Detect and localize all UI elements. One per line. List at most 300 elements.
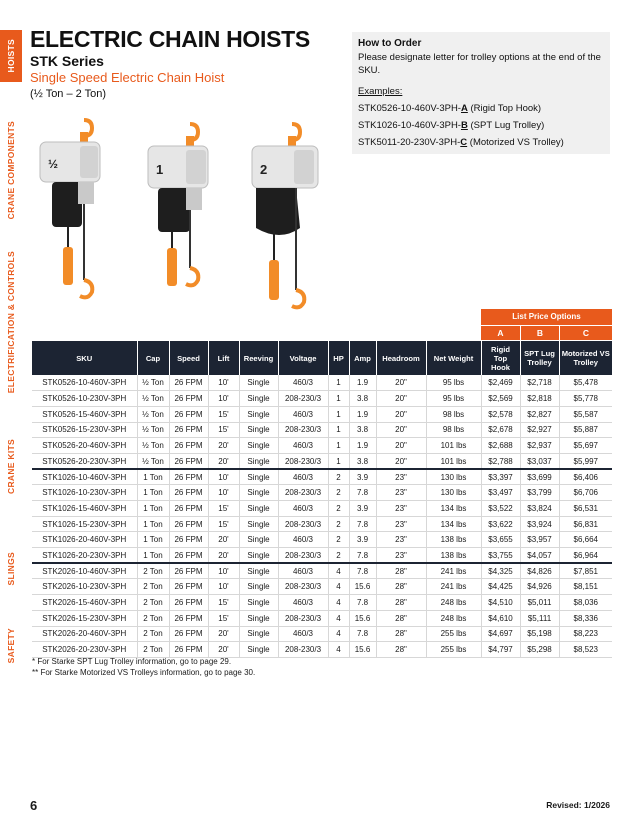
table-cell: 3.9: [349, 469, 376, 485]
list-price-options-header: List Price Options: [481, 309, 612, 325]
table-cell: 130 lbs: [426, 469, 481, 485]
table-cell: 15': [208, 595, 239, 611]
table-cell: STK0526-20-460V-3PH: [32, 438, 137, 454]
table-cell: 460/3: [278, 406, 328, 422]
table-cell: $3,655: [481, 532, 520, 548]
example-line: STK1026-10-460V-3PH-B (SPT Lug Trolley): [358, 120, 545, 131]
capacity-range: (½ Ton – 2 Ton): [30, 88, 107, 100]
table-cell: 26 FPM: [169, 469, 208, 485]
side-tab-safety[interactable]: [0, 625, 22, 667]
table-cell: $2,937: [520, 438, 559, 454]
table-cell: 1: [328, 453, 349, 469]
table-cell: 10': [208, 469, 239, 485]
table-cell: STK2026-10-460V-3PH: [32, 563, 137, 579]
table-cell: 10': [208, 563, 239, 579]
table-cell: $6,706: [559, 485, 612, 501]
table-cell: Single: [239, 610, 278, 626]
table-row: [32, 595, 612, 611]
column-header: Lift: [208, 341, 239, 375]
footnotes: [32, 656, 255, 678]
table-cell: 460/3: [278, 626, 328, 642]
table-row: [32, 391, 612, 407]
table-cell: 460/3: [278, 375, 328, 391]
table-cell: Single: [239, 642, 278, 658]
table-cell: $4,697: [481, 626, 520, 642]
table-cell: 95 lbs: [426, 375, 481, 391]
table-cell: 138 lbs: [426, 532, 481, 548]
table-cell: $4,797: [481, 642, 520, 658]
table-cell: $3,397: [481, 469, 520, 485]
table-cell: $3,957: [520, 532, 559, 548]
table-cell: STK2026-15-230V-3PH: [32, 610, 137, 626]
table-cell: 2 Ton: [137, 595, 169, 611]
table-cell: $6,664: [559, 532, 612, 548]
table-cell: 1: [328, 438, 349, 454]
table-cell: 20": [376, 375, 426, 391]
table-cell: 28": [376, 626, 426, 642]
table-cell: STK0526-15-230V-3PH: [32, 422, 137, 438]
table-cell: 15.6: [349, 579, 376, 595]
table-cell: 20": [376, 453, 426, 469]
table-cell: 95 lbs: [426, 391, 481, 407]
side-tab-crane-kits[interactable]: [0, 438, 22, 494]
table-cell: 460/3: [278, 438, 328, 454]
column-header: Rigid Top Hook: [481, 341, 520, 375]
table-cell: 98 lbs: [426, 406, 481, 422]
how-to-order-text: Please designate letter for trolley options at the end of the SKU.: [358, 52, 601, 76]
table-cell: 4: [328, 563, 349, 579]
table-cell: Single: [239, 453, 278, 469]
table-cell: 20": [376, 406, 426, 422]
table-cell: 15': [208, 501, 239, 517]
table-cell: 460/3: [278, 532, 328, 548]
table-cell: 26 FPM: [169, 626, 208, 642]
table-cell: $5,111: [520, 610, 559, 626]
table-cell: Single: [239, 438, 278, 454]
table-cell: 20': [208, 642, 239, 658]
svg-text:1: 1: [156, 162, 164, 177]
table-row: [32, 406, 612, 422]
table-cell: 255 lbs: [426, 642, 481, 658]
table-cell: 101 lbs: [426, 438, 481, 454]
table-cell: Single: [239, 422, 278, 438]
table-cell: 15': [208, 516, 239, 532]
column-header: Speed: [169, 341, 208, 375]
example-line: STK5011-20-230V-3PH-C (Motorized VS Trolley): [358, 137, 564, 148]
how-to-order-box: [352, 32, 610, 154]
table-cell: STK0526-20-230V-3PH: [32, 453, 137, 469]
table-cell: 4: [328, 610, 349, 626]
page-title: ELECTRIC CHAIN HOISTS: [30, 26, 310, 52]
how-to-order-title: How to Order: [358, 38, 422, 49]
table-cell: 4: [328, 595, 349, 611]
table-cell: ½ Ton: [137, 391, 169, 407]
table-cell: 98 lbs: [426, 422, 481, 438]
table-cell: $2,788: [481, 453, 520, 469]
side-tab-slings[interactable]: [0, 548, 22, 590]
table-cell: $5,697: [559, 438, 612, 454]
hoist-image-two-ton: [248, 120, 328, 320]
series-title: STK Series: [30, 53, 104, 69]
table-cell: $5,587: [559, 406, 612, 422]
table-cell: 23": [376, 469, 426, 485]
table-cell: STK1026-20-460V-3PH: [32, 532, 137, 548]
table-cell: 130 lbs: [426, 485, 481, 501]
column-header: Motorized VS Trolley: [559, 341, 612, 375]
table-cell: 3.9: [349, 501, 376, 517]
table-row: [32, 438, 612, 454]
table-cell: $4,826: [520, 563, 559, 579]
table-cell: 460/3: [278, 595, 328, 611]
table-cell: Single: [239, 469, 278, 485]
column-header: Headroom: [376, 341, 426, 375]
table-cell: 26 FPM: [169, 406, 208, 422]
table-row: [32, 469, 612, 485]
table-cell: 460/3: [278, 563, 328, 579]
table-cell: $4,325: [481, 563, 520, 579]
table-cell: 20': [208, 532, 239, 548]
table-cell: 208-230/3: [278, 579, 328, 595]
table-cell: 10': [208, 485, 239, 501]
table-cell: 7.8: [349, 485, 376, 501]
table-cell: 248 lbs: [426, 595, 481, 611]
table-cell: $3,622: [481, 516, 520, 532]
table-cell: $3,522: [481, 501, 520, 517]
table-cell: 15.6: [349, 642, 376, 658]
option-letter-c: C: [559, 326, 612, 340]
table-cell: 2 Ton: [137, 579, 169, 595]
table-cell: 208-230/3: [278, 485, 328, 501]
table-row: [32, 548, 612, 564]
table-header-row: [32, 341, 612, 375]
table-cell: 2 Ton: [137, 563, 169, 579]
table-cell: 23": [376, 548, 426, 564]
side-tab-label: CRANE KITS: [6, 438, 16, 494]
table-row: [32, 516, 612, 532]
table-cell: 23": [376, 501, 426, 517]
table-cell: 2: [328, 485, 349, 501]
table-cell: 23": [376, 516, 426, 532]
table-cell: 20": [376, 438, 426, 454]
option-letter-b: B: [520, 326, 559, 340]
table-cell: $2,678: [481, 422, 520, 438]
table-cell: 4: [328, 642, 349, 658]
table-cell: Single: [239, 485, 278, 501]
table-cell: 28": [376, 579, 426, 595]
table-cell: $4,057: [520, 548, 559, 564]
table-cell: 20": [376, 391, 426, 407]
table-cell: 3.9: [349, 532, 376, 548]
table-cell: 2 Ton: [137, 626, 169, 642]
table-cell: 208-230/3: [278, 422, 328, 438]
table-cell: $3,824: [520, 501, 559, 517]
table-cell: 26 FPM: [169, 501, 208, 517]
table-cell: $2,569: [481, 391, 520, 407]
table-cell: $3,755: [481, 548, 520, 564]
product-subtitle: Single Speed Electric Chain Hoist: [30, 70, 225, 85]
table-row: [32, 563, 612, 579]
table-cell: 1 Ton: [137, 548, 169, 564]
table-cell: 1 Ton: [137, 532, 169, 548]
table-cell: STK2026-20-230V-3PH: [32, 642, 137, 658]
table-cell: 4: [328, 626, 349, 642]
side-tab-label: ELECTRIFICATION & CONTROLS: [6, 251, 16, 394]
page-number: 6: [30, 798, 38, 813]
table-cell: 28": [376, 642, 426, 658]
examples-label: Examples:: [358, 86, 403, 97]
side-tab-crane-components[interactable]: [0, 115, 22, 225]
table-cell: 28": [376, 595, 426, 611]
table-cell: $8,523: [559, 642, 612, 658]
table-cell: Single: [239, 501, 278, 517]
table-cell: Single: [239, 406, 278, 422]
table-cell: 208-230/3: [278, 516, 328, 532]
side-tab-label: SLINGS: [6, 552, 16, 586]
table-cell: $6,831: [559, 516, 612, 532]
side-tab-label: SAFETY: [6, 628, 16, 664]
table-cell: 26 FPM: [169, 485, 208, 501]
table-row: [32, 579, 612, 595]
table-cell: 20': [208, 438, 239, 454]
table-cell: STK2026-10-230V-3PH: [32, 579, 137, 595]
table-cell: 138 lbs: [426, 548, 481, 564]
table-cell: 15.6: [349, 610, 376, 626]
table-cell: STK0526-10-230V-3PH: [32, 391, 137, 407]
side-tab-hoists[interactable]: [0, 30, 22, 82]
table-cell: $4,425: [481, 579, 520, 595]
table-cell: 2 Ton: [137, 642, 169, 658]
table-cell: $4,926: [520, 579, 559, 595]
table-cell: ½ Ton: [137, 438, 169, 454]
table-cell: Single: [239, 579, 278, 595]
table-cell: $5,298: [520, 642, 559, 658]
table-cell: $6,531: [559, 501, 612, 517]
table-cell: 15': [208, 422, 239, 438]
table-row: [32, 532, 612, 548]
table-cell: $6,964: [559, 548, 612, 564]
table-cell: $3,799: [520, 485, 559, 501]
table-cell: 10': [208, 375, 239, 391]
table-cell: STK1026-15-230V-3PH: [32, 516, 137, 532]
table-cell: $2,469: [481, 375, 520, 391]
table-cell: ½ Ton: [137, 453, 169, 469]
table-cell: 134 lbs: [426, 516, 481, 532]
table-cell: 255 lbs: [426, 626, 481, 642]
svg-text:2: 2: [260, 162, 268, 177]
svg-text:½: ½: [48, 157, 59, 171]
table-cell: 26 FPM: [169, 642, 208, 658]
table-cell: 26 FPM: [169, 391, 208, 407]
table-cell: Single: [239, 375, 278, 391]
table-cell: 2: [328, 501, 349, 517]
table-cell: STK1026-10-230V-3PH: [32, 485, 137, 501]
table-cell: 1: [328, 406, 349, 422]
table-cell: STK1026-10-460V-3PH: [32, 469, 137, 485]
table-cell: STK0526-15-460V-3PH: [32, 406, 137, 422]
table-cell: 23": [376, 532, 426, 548]
table-cell: 15': [208, 610, 239, 626]
table-cell: 2: [328, 548, 349, 564]
table-cell: STK2026-20-460V-3PH: [32, 626, 137, 642]
table-cell: 1: [328, 422, 349, 438]
table-cell: $7,851: [559, 563, 612, 579]
example-line: STK0526-10-460V-3PH-A (Rigid Top Hook): [358, 103, 542, 114]
table-cell: 134 lbs: [426, 501, 481, 517]
table-cell: 26 FPM: [169, 548, 208, 564]
table-cell: STK0526-10-460V-3PH: [32, 375, 137, 391]
table-cell: $5,997: [559, 453, 612, 469]
table-cell: 208-230/3: [278, 453, 328, 469]
table-cell: 20': [208, 626, 239, 642]
table-cell: 7.8: [349, 626, 376, 642]
table-cell: 26 FPM: [169, 375, 208, 391]
column-header: HP: [328, 341, 349, 375]
table-cell: 2: [328, 532, 349, 548]
table-cell: 2: [328, 469, 349, 485]
hoist-image-one-ton: [142, 118, 222, 308]
table-cell: $8,223: [559, 626, 612, 642]
table-cell: 7.8: [349, 548, 376, 564]
hoist-image-half-ton: [34, 112, 114, 312]
column-header: Voltage: [278, 341, 328, 375]
pricing-table: [32, 341, 612, 658]
side-tab-label: HOISTS: [6, 39, 16, 73]
table-cell: 208-230/3: [278, 391, 328, 407]
table-cell: $8,036: [559, 595, 612, 611]
table-cell: 208-230/3: [278, 548, 328, 564]
table-cell: 15': [208, 406, 239, 422]
table-cell: $5,198: [520, 626, 559, 642]
table-cell: $5,011: [520, 595, 559, 611]
table-cell: $8,151: [559, 579, 612, 595]
table-cell: $2,827: [520, 406, 559, 422]
table-cell: 10': [208, 391, 239, 407]
option-letter-a: A: [481, 326, 520, 340]
table-row: [32, 626, 612, 642]
table-cell: $3,924: [520, 516, 559, 532]
column-header: SPT Lug Trolley: [520, 341, 559, 375]
table-cell: 26 FPM: [169, 610, 208, 626]
table-row: [32, 610, 612, 626]
column-header: Net Weight: [426, 341, 481, 375]
table-cell: 1.9: [349, 375, 376, 391]
table-cell: 26 FPM: [169, 579, 208, 595]
table-cell: $2,818: [520, 391, 559, 407]
table-cell: 23": [376, 485, 426, 501]
table-cell: 7.8: [349, 516, 376, 532]
table-cell: 20": [376, 422, 426, 438]
table-cell: 241 lbs: [426, 579, 481, 595]
side-tab-label: CRANE COMPONENTS: [6, 120, 16, 220]
table-cell: 26 FPM: [169, 595, 208, 611]
table-cell: 7.8: [349, 563, 376, 579]
table-cell: 1: [328, 375, 349, 391]
table-cell: 208-230/3: [278, 642, 328, 658]
table-cell: 241 lbs: [426, 563, 481, 579]
table-cell: $5,887: [559, 422, 612, 438]
table-cell: $2,578: [481, 406, 520, 422]
table-cell: 1 Ton: [137, 516, 169, 532]
table-cell: ½ Ton: [137, 422, 169, 438]
table-row: [32, 501, 612, 517]
table-cell: Single: [239, 563, 278, 579]
table-cell: $3,497: [481, 485, 520, 501]
table-cell: $5,778: [559, 391, 612, 407]
table-cell: $3,037: [520, 453, 559, 469]
table-cell: 26 FPM: [169, 563, 208, 579]
table-cell: 460/3: [278, 469, 328, 485]
table-cell: $6,406: [559, 469, 612, 485]
table-cell: 1: [328, 391, 349, 407]
side-navigation: [0, 0, 22, 828]
column-header: Reeving: [239, 341, 278, 375]
table-cell: ½ Ton: [137, 375, 169, 391]
table-cell: Single: [239, 595, 278, 611]
table-cell: 26 FPM: [169, 453, 208, 469]
table-cell: Single: [239, 516, 278, 532]
table-cell: $2,927: [520, 422, 559, 438]
table-cell: Single: [239, 532, 278, 548]
table-row: [32, 453, 612, 469]
table-cell: 1 Ton: [137, 501, 169, 517]
table-cell: $2,718: [520, 375, 559, 391]
table-cell: 101 lbs: [426, 453, 481, 469]
table-cell: Single: [239, 391, 278, 407]
table-cell: Single: [239, 626, 278, 642]
column-header: Amp: [349, 341, 376, 375]
table-cell: 2 Ton: [137, 610, 169, 626]
table-cell: 28": [376, 610, 426, 626]
table-cell: 1.9: [349, 406, 376, 422]
table-cell: $3,699: [520, 469, 559, 485]
table-cell: 26 FPM: [169, 516, 208, 532]
table-cell: $5,478: [559, 375, 612, 391]
table-cell: 20': [208, 453, 239, 469]
revised-date: Revised: 1/2026: [546, 800, 610, 810]
table-cell: 3.8: [349, 453, 376, 469]
table-cell: 1 Ton: [137, 485, 169, 501]
column-header: Cap: [137, 341, 169, 375]
table-cell: STK2026-15-460V-3PH: [32, 595, 137, 611]
table-cell: 2: [328, 516, 349, 532]
table-cell: Single: [239, 548, 278, 564]
table-cell: $4,510: [481, 595, 520, 611]
table-row: [32, 375, 612, 391]
column-header: SKU: [32, 341, 137, 375]
table-cell: 26 FPM: [169, 438, 208, 454]
table-cell: 3.8: [349, 422, 376, 438]
table-cell: $8,336: [559, 610, 612, 626]
footnote: ** For Starke Motorized VS Trolleys information, go to page 30.: [32, 668, 256, 677]
table-row: [32, 422, 612, 438]
table-cell: 7.8: [349, 595, 376, 611]
table-cell: 1 Ton: [137, 469, 169, 485]
table-cell: 208-230/3: [278, 610, 328, 626]
table-cell: 460/3: [278, 501, 328, 517]
table-cell: 20': [208, 548, 239, 564]
table-cell: $2,688: [481, 438, 520, 454]
table-cell: 10': [208, 579, 239, 595]
table-cell: 26 FPM: [169, 532, 208, 548]
side-tab-electrification[interactable]: [0, 250, 22, 395]
table-cell: 4: [328, 579, 349, 595]
table-cell: 28": [376, 563, 426, 579]
option-letters: [481, 326, 612, 340]
table-cell: STK1026-20-230V-3PH: [32, 548, 137, 564]
table-cell: ½ Ton: [137, 406, 169, 422]
table-row: [32, 485, 612, 501]
table-cell: 1.9: [349, 438, 376, 454]
